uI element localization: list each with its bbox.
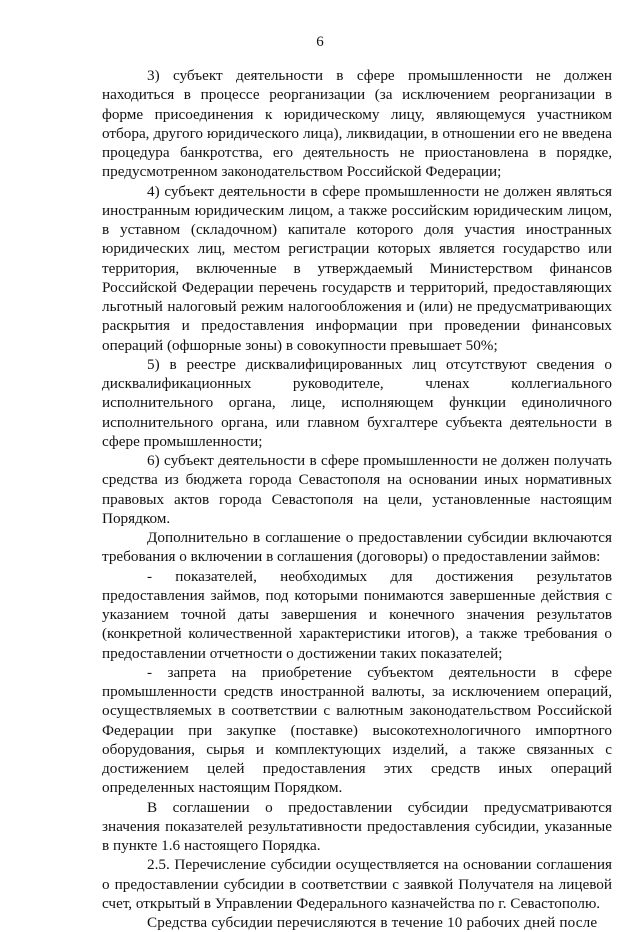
paragraph-item-4: 4) субъект деятельности в сфере промышленности не должен являться иностранным юридическим лицом, а также российским юридическим лицом, в уставном (складочном) капитале которого доля участия иностранных юридических лиц, местом регистрации которых является государство или территория, включенные в утверждаемый Министерством финансов Российской Федерации перечень государств и территорий, предоставляющих льготный налоговый режим налогообложения и (или) не предусматривающих раскрытия и предоставления информации при проведении финансовых операций (офшорные зоны) в совокупности превышает 50%; (102, 182, 612, 354)
paragraph-currency-ban: - запрета на приобретение субъектом деятельности в сфере промышленности средств иностранной валюты, за исключением операций, осуществляемых в соответствии с валютным законодательством Российской Федерации при закупке (поставке) высокотехнологичного импортного оборудования, сырья и комплектующих изделий, а также связанных с достижением целей предоставления этих средств иных операций определенных настоящим Порядком. (102, 663, 612, 797)
paragraph-indicators: - показателей, необходимых для достижения результатов предоставления займов, под которыми понимаются завершенные действия с указанием точной даты завершения и конечного значения результатов (конкретной количественной характеристики итогов), а также требования о предоставлении отчетности о достижении таких показателей; (102, 567, 612, 662)
paragraph-loan-requirements: Дополнительно в соглашение о предоставлении субсидии включаются требования о включении в соглашения (договоры) о предоставлении займов: (102, 529, 612, 566)
paragraph-2-5-transfer: 2.5. Перечисление субсидии осуществляется на основании соглашения о предоставлении субсидии в соответствии с заявкой Получателя на лицевой счет, открытый в Управлении Федерального казначейства по г. Севастополю. (102, 856, 612, 912)
page-number: 6 (316, 34, 324, 50)
paragraph-item-3: 3) субъект деятельности в сфере промышленности не должен находиться в процессе реорганизации (за исключением реорганизации в форме присоединения к юридическому лицу, являющемуся участником отбора, другого юридического лица), ликвидации, в отношении его не введена процедура банкротства, его деятельность не приостановлена в порядке, предусмотренном законодательством Российской Федерации; (102, 67, 612, 181)
paragraph-performance-indicators: В соглашении о предоставлении субсидии предусматриваются значения показателей результативности предоставления субсидии, указанные в пункте 1.6 настоящего Порядка. (102, 798, 612, 854)
paragraph-item-6: 6) субъект деятельности в сфере промышленности не должен получать средства из бюджета города Севастополя на основании иных нормативных правовых актов города Севастополя на цели, установленные настоящим Порядком. (102, 452, 612, 527)
paragraph-tail-line: Средства субсидии перечисляются в течение 10 рабочих дней после (147, 914, 598, 931)
paragraph-item-5: 5) в реестре дисквалифицированных лиц отсутствуют сведения о дисквалификационных руководителе, членах коллегиального исполнительного органа, лице, исполняющем функции единоличного исполнительного органа, или главном бухгалтере субъекта деятельности в сфере промышленности; (102, 355, 612, 450)
document-body (102, 66, 612, 932)
